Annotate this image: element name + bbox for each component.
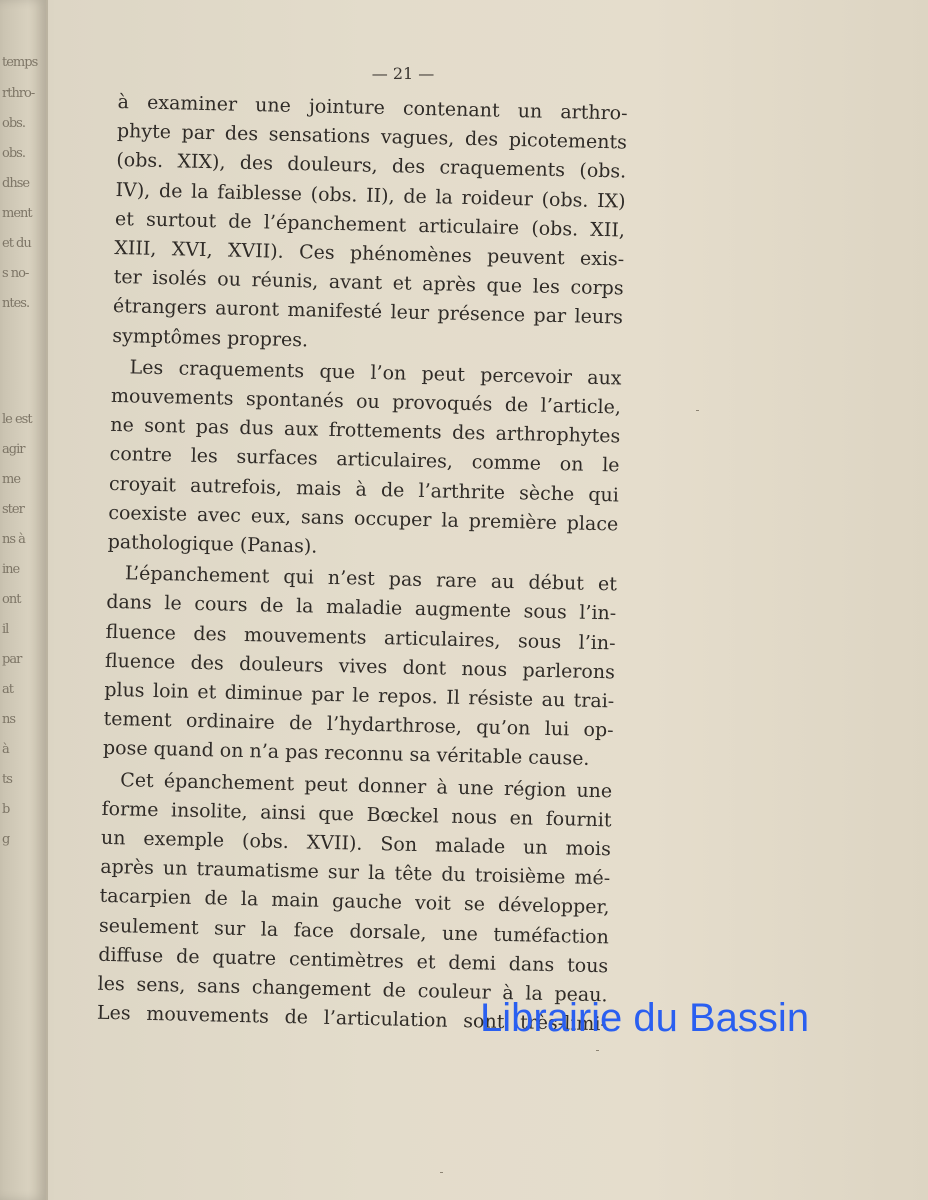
text-line: tacarpien de la main gauche voit se développer, bbox=[99, 885, 610, 919]
text-line: forme insolite, ainsi que Bœckel nous en fournit bbox=[101, 797, 612, 832]
text-line: ter isolés ou réunis, avant et après que les corps bbox=[113, 266, 624, 300]
prev-page-fragment: ont bbox=[2, 592, 21, 607]
prev-page-fragment: agir bbox=[2, 442, 25, 457]
text-line: diffuse de quatre centimètres et demi dans tous bbox=[98, 943, 609, 978]
text-line: dans le cours de la maladie augmente sous l’in- bbox=[106, 591, 617, 625]
page-number: — 21 — bbox=[371, 64, 435, 83]
prev-page-fragment: ment bbox=[2, 206, 32, 221]
text-line: fluence des douleurs vives dont nous parlerons bbox=[104, 649, 616, 684]
text-line: et surtout de l’épanchement articulaire (obs. XII, bbox=[114, 207, 626, 242]
text-line: tement ordinaire de l’hydarthrose, qu’on lui op- bbox=[103, 708, 614, 742]
prev-page-fragment: temps bbox=[2, 55, 38, 70]
text-line: les sens, sans changement de couleur à la peau. bbox=[97, 972, 608, 1007]
text-line: pathologique (Panas). bbox=[107, 530, 318, 558]
text-line: croyait autrefois, mais à de l’arthrite sèche qui bbox=[108, 472, 620, 507]
paper-speck bbox=[696, 410, 699, 411]
text-line: Les mouvements de l’articulation sont très-limi- bbox=[96, 1002, 608, 1036]
prev-page-fragment: ns à bbox=[2, 532, 25, 547]
text-line: après un traumatisme sur la tête du troisième mé- bbox=[100, 856, 611, 890]
text-line: XIII, XVI, XVII). Ces phénomènes peuvent exis- bbox=[114, 236, 625, 271]
prev-page-fragment: me bbox=[2, 472, 21, 487]
body-text bbox=[97, 88, 628, 1042]
prev-page-fragment: à bbox=[2, 742, 9, 757]
text-line: à examiner une jointure contenant un arthro- bbox=[117, 90, 628, 125]
paper-speck bbox=[440, 1172, 443, 1173]
paragraph bbox=[107, 353, 622, 569]
prev-page-fragment: ntes. bbox=[2, 296, 30, 311]
paragraph bbox=[112, 88, 628, 362]
text-line: IV), de la faiblesse (obs. II), de la roideur (obs. IX) bbox=[115, 178, 626, 213]
prev-page-fragment: b bbox=[2, 802, 10, 817]
text-line: un exemple (obs. XVII). Son malade un mois bbox=[100, 826, 612, 861]
paragraph bbox=[103, 559, 618, 775]
text-line: (obs. XIX), des douleurs, des craquements (obs. bbox=[116, 149, 627, 183]
text-line: seulement sur la face dorsale, une tuméfaction bbox=[98, 914, 610, 949]
text-line: Cet épanchement peut donner à une région une bbox=[120, 768, 613, 803]
prev-page-fragment: g bbox=[2, 832, 10, 847]
prev-page-fragment: ts bbox=[2, 772, 12, 787]
prev-page-fragment: ster bbox=[2, 502, 24, 517]
prev-page-fragment: obs. bbox=[2, 146, 25, 161]
text-line: mouvements spontanés ou provoqués de l’article, bbox=[110, 384, 622, 419]
prev-page-fragment: dhse bbox=[2, 176, 30, 191]
text-line: L’épanchement qui n’est pas rare au début et bbox=[124, 562, 618, 596]
prev-page-fragment: s no- bbox=[2, 266, 29, 281]
text-line: pose quand on n’a pas reconnu sa véritable cause. bbox=[102, 737, 590, 771]
prev-page-fragment: et du bbox=[2, 236, 31, 251]
paper-speck bbox=[596, 1050, 599, 1051]
text-line: fluence des mouvements articulaires, sous l’in- bbox=[105, 620, 616, 655]
text-line: phyte par des sensations vagues, des picotements bbox=[116, 120, 628, 154]
text-line: plus loin et diminue par le repos. Il résiste au trai- bbox=[104, 678, 615, 713]
prev-page-fragment: il bbox=[2, 622, 9, 637]
text-line: étrangers auront manifesté leur présence par leurs bbox=[112, 295, 624, 329]
prev-page-fragment: par bbox=[2, 652, 22, 667]
prev-page-fragment: ine bbox=[2, 562, 20, 577]
watermark-text: Librairie du Bassin bbox=[480, 996, 810, 1040]
previous-page-edge bbox=[0, 0, 46, 1200]
text-line: Les craquements que l’on peut percevoir aux bbox=[129, 356, 622, 390]
text-line: symptômes propres. bbox=[112, 324, 309, 351]
prev-page-fragment: at bbox=[2, 682, 13, 697]
text-line: ne sont pas dus aux frottements des arthrophytes bbox=[110, 414, 621, 448]
prev-page-fragment: rthro- bbox=[2, 86, 35, 101]
text-line: contre les surfaces articulaires, comme on le bbox=[109, 443, 620, 477]
text-line: coexiste avec eux, sans occuper la première place bbox=[108, 501, 619, 536]
prev-page-fragment: obs. bbox=[2, 116, 25, 131]
prev-page-fragment: le est bbox=[2, 412, 32, 427]
prev-page-fragment: ns bbox=[2, 712, 16, 727]
